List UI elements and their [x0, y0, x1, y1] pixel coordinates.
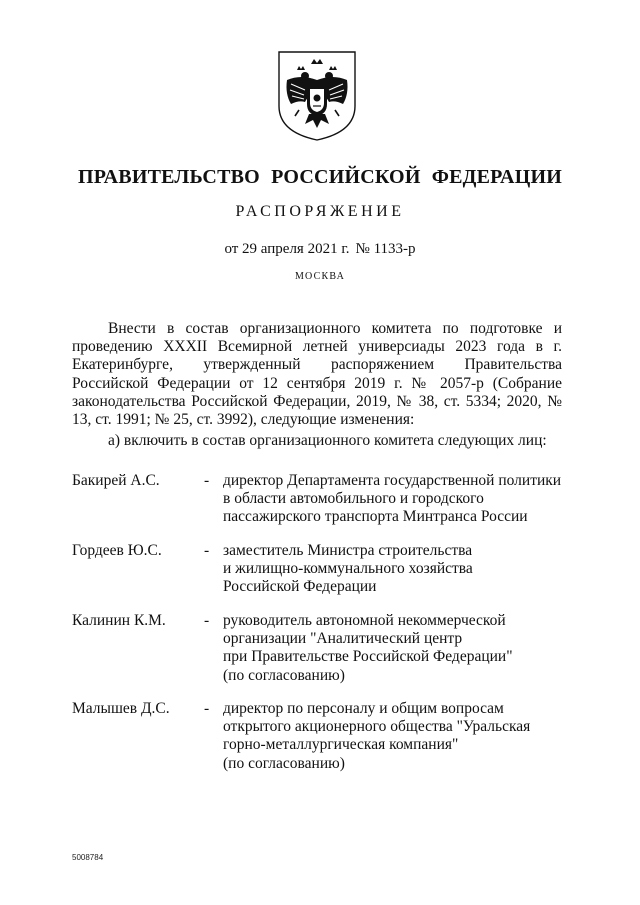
member-position: заместитель Министра строительства и жилищно-коммунального хозяйства Российской Федерации [223, 542, 473, 596]
document-date-line [0, 241, 640, 258]
member-position: директор по персоналу и общим вопросам открытого акционерного общества "Уральская горно-металлургическая компания" (по согласованию) [223, 700, 531, 772]
member-dash: - [204, 542, 210, 559]
document-date: от 29 апреля 2021 г. [224, 241, 350, 257]
document-number: № 1133-р [355, 241, 416, 257]
government-title: ПРАВИТЕЛЬСТВО РОССИЙСКОЙ ФЕДЕРАЦИИ [78, 166, 562, 188]
member-name: Малышев Д.С. [72, 700, 170, 717]
document-type: РАСПОРЯЖЕНИЕ [235, 203, 405, 220]
member-dash: - [204, 612, 210, 629]
member-position: руководитель автономной некоммерческой организации "Аналитический центр при Правительстве Российской Федерации" (по согласованию) [223, 612, 513, 684]
main-paragraph: Внести в состав организационного комитета по подготовке и проведению XXXII Всемирной летней универсиады 2023 года в г. Екатеринбурге, утвержденный распоряжением Правительства Российской Федерации от 12 сентября 2019 г. № 2057-р (Собрание законодательства Российской Федерации, 2019, № 38, ст. 5334; 2020, № 13, ст. 1991; № 25, ст. 3992), следующие изменения: [72, 320, 562, 429]
member-dash: - [204, 700, 210, 717]
coat-of-arms-icon [275, 50, 359, 142]
member-position: директор Департамента государственной политики в области автомобильного и городского пассажирского транспорта Минтранса России [223, 472, 562, 526]
member-name: Гордеев Ю.С. [72, 542, 162, 559]
document-city: МОСКВА [294, 271, 346, 282]
document-code: 5008784 [72, 853, 104, 862]
member-dash: - [204, 472, 210, 489]
member-name: Калинин К.М. [72, 612, 166, 629]
item-a: а) включить в состав организационного комитета следующих лиц: [108, 432, 547, 449]
member-name: Бакирей А.С. [72, 472, 160, 489]
